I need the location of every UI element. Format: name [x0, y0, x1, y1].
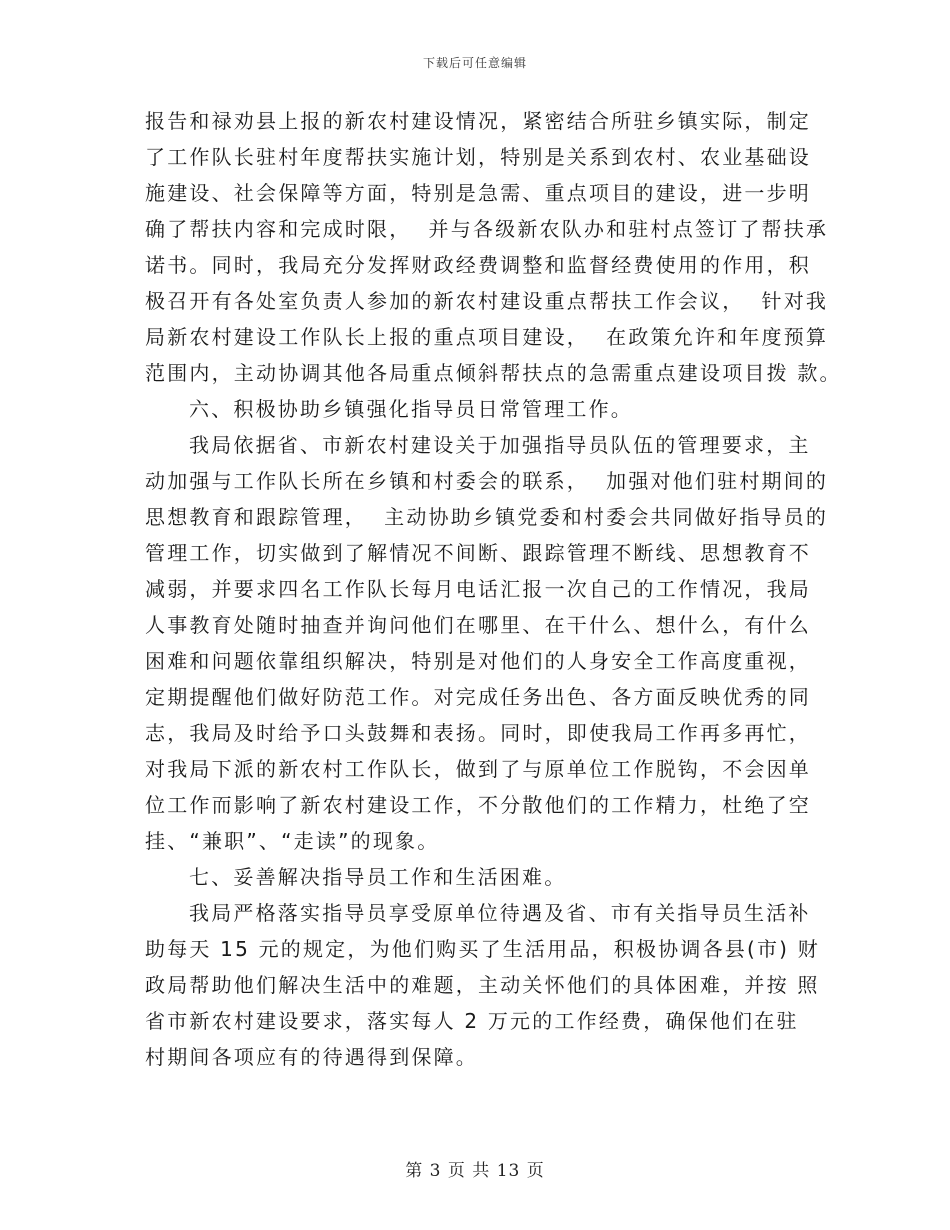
text-line: 定期提醒他们做好防范工作。对完成任务出色、各方面反映优秀的同: [145, 685, 811, 709]
text-line: 对我局下派的新农村工作队长，做到了与原单位工作脱钩，不会因单: [145, 757, 811, 781]
text-line: 极召开有各处室负责人参加的新农村建设重点帮扶工作会议， 针对我: [145, 289, 829, 313]
text-line: 了工作队长驻村年度帮扶实施计划，特别是关系到农村、农业基础设: [145, 145, 811, 169]
text-line: 助每天 15 元的规定，为他们购买了生活用品，积极协调各县(市) 财: [145, 937, 820, 961]
text-line: 局新农村建设工作队长上报的重点项目建设， 在政策允许和年度预算: [145, 325, 829, 349]
page-header: 下载后可任意编辑: [422, 56, 527, 70]
text-line: 位工作而影响了新农村建设工作，不分散他们的工作精力，杜绝了空: [145, 793, 811, 817]
text-line: 政局帮助他们解决生活中的难题，主动关怀他们的具体困难，并按 照: [145, 973, 820, 997]
text-line: 诺书。同时，我局充分发挥财政经费调整和监督经费使用的作用，积: [145, 253, 811, 277]
text-line: 范围内，主动协调其他各局重点倾斜帮扶点的急需重点建设项目拨 款。: [145, 361, 842, 385]
section-heading: 六、积极协助乡镇强化指导员日常管理工作。: [189, 397, 633, 421]
text-line: 管理工作，切实做到了解情况不间断、跟踪管理不断线、思想教育不: [145, 541, 811, 565]
text-line: 志，我局及时给予口头鼓舞和表扬。同时，即使我局工作再多再忙，: [145, 721, 811, 745]
section-heading: 七、妥善解决指导员工作和生活困难。: [189, 865, 567, 889]
text-line: 减弱，并要求四名工作队长每月电话汇报一次自己的工作情况，我局: [145, 577, 811, 601]
text-line: 思想教育和跟踪管理， 主动协助乡镇党委和村委会共同做好指导员的: [145, 505, 829, 529]
text-line: 动加强与工作队长所在乡镇和村委会的联系， 加强对他们驻村期间的: [145, 469, 829, 493]
text-line: 省市新农村建设要求，落实每人 2 万元的工作经费，确保他们在驻: [145, 1009, 799, 1033]
text-line: 我局严格落实指导员享受原单位待遇及省、市有关指导员生活补: [189, 901, 811, 925]
text-line: 挂、“兼职”、“走读”的现象。: [145, 829, 440, 853]
text-line: 施建设、社会保障等方面，特别是急需、重点项目的建设，进一步明: [145, 181, 811, 205]
text-line: 人事教育处随时抽查并询问他们在哪里、在干什么、想什么，有什么: [145, 613, 811, 637]
text-line: 确了帮扶内容和完成时限， 并与各级新农队办和驻村点签订了帮扶承: [145, 217, 829, 241]
text-line: 困难和问题依靠组织解决，特别是对他们的人身安全工作高度重视，: [145, 649, 811, 673]
text-line: 报告和禄劝县上报的新农村建设情况，紧密结合所驻乡镇实际，制定: [145, 109, 811, 133]
text-line: 我局依据省、市新农村建设关于加强指导员队伍的管理要求，主: [189, 433, 811, 457]
text-line: 村期间各项应有的待遇得到保障。: [145, 1045, 478, 1069]
page-number-footer: 第 3 页 共 13 页: [405, 1161, 545, 1181]
